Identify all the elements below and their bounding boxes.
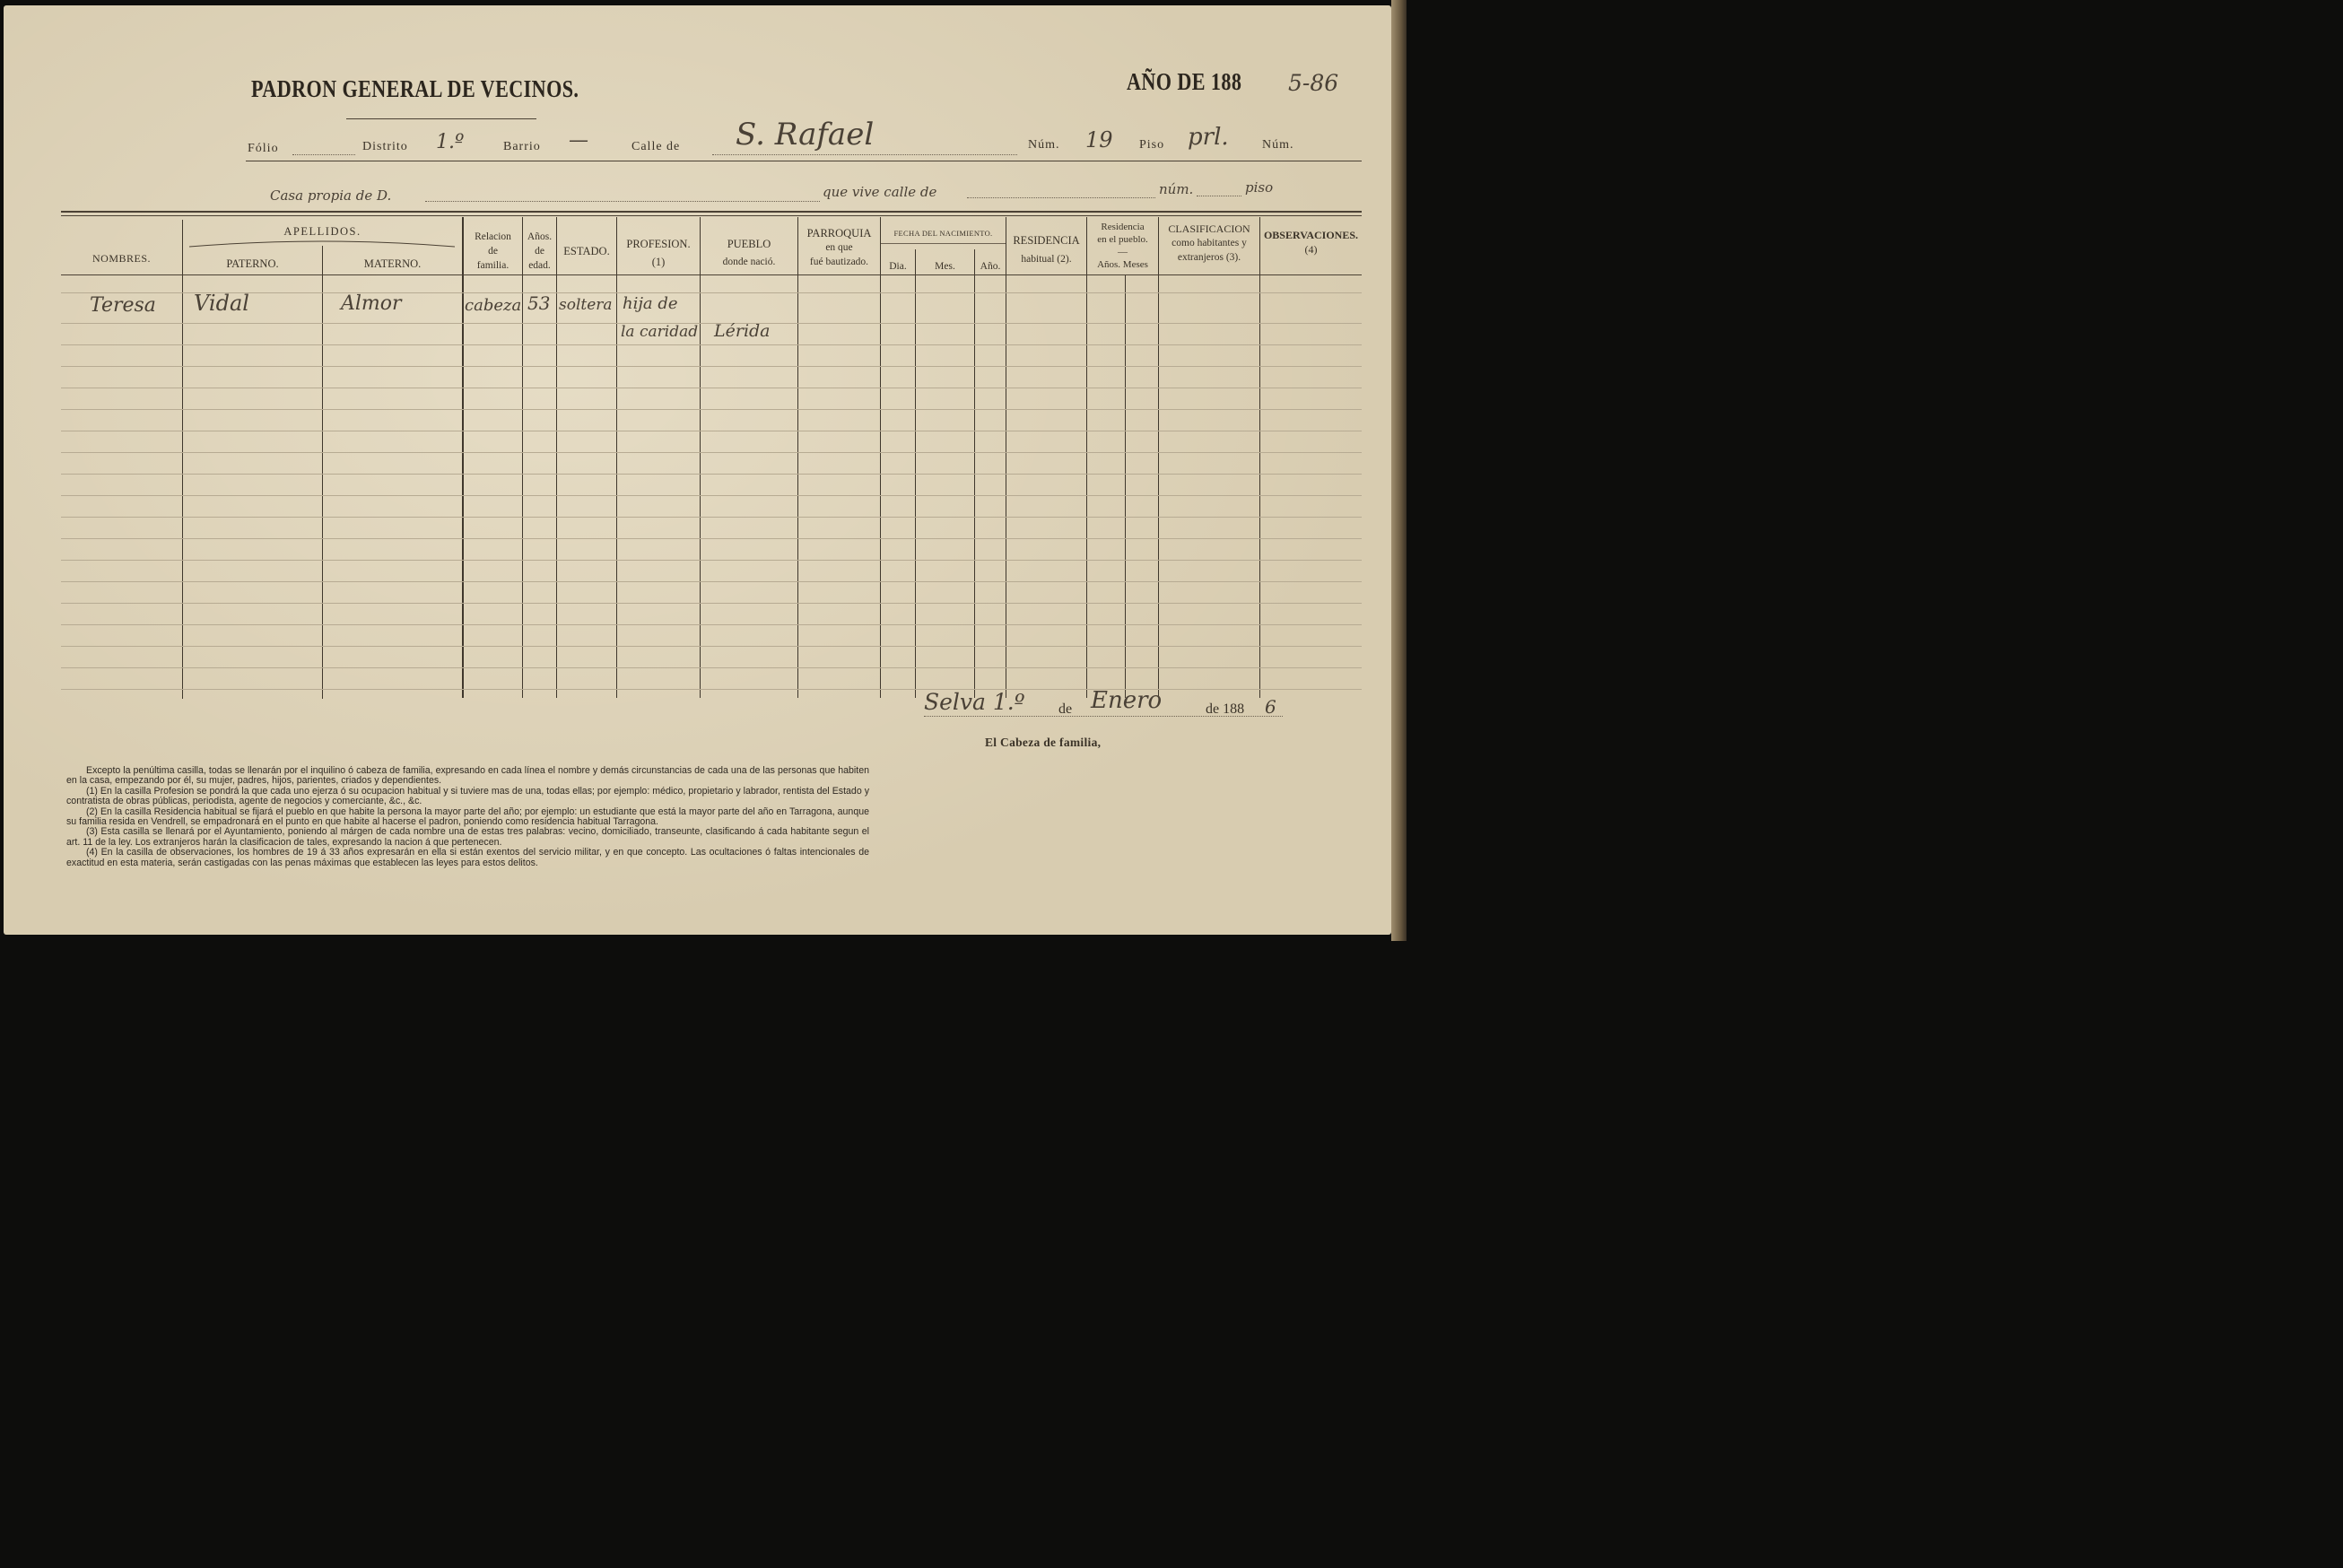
col-line xyxy=(797,217,798,698)
note-4: (4) En la casilla de observaciones, los hombres de 19 á 33 años expresarán en ella si están exentos del servicio militar, y en que concepto. Las ocultaciones ó faltas intencionales de exactitud en esta materia, serán castigadas con las penas máximas que establecen las leyes para estos delitos. xyxy=(66,847,869,868)
barrio-value: — xyxy=(569,129,588,152)
note-intro: Excepto la penúltima casilla, todas se llenarán por el inquilino ó cabeza de familia, expresando en cada línea el nombre y demás circunstancias de cada una de las personas que habiten en la casa, empezando por él, su mujer, padres, hijos, parientes, criados y dependientes. xyxy=(66,765,869,787)
row-rule xyxy=(61,560,1362,561)
apellidos-bracket xyxy=(187,238,457,248)
vive-dots xyxy=(967,197,1155,198)
table-top-rule-2 xyxy=(61,215,1362,216)
row-rule xyxy=(61,292,1362,293)
row-rule xyxy=(61,344,1362,345)
header-pueblo: PUEBLO donde nació. xyxy=(722,238,776,267)
col-line xyxy=(462,217,464,698)
year-label: AÑO DE 188 xyxy=(1127,68,1242,95)
row-rule xyxy=(61,624,1362,625)
row-rule xyxy=(61,581,1362,582)
row-rule xyxy=(61,689,1362,690)
header-parroquia: PARROQUIA en que fué bautizado. xyxy=(806,227,872,267)
sign-month: Enero xyxy=(1091,687,1163,714)
header-relacion: Relacion de familia. xyxy=(475,231,511,271)
row-rule xyxy=(61,495,1362,496)
row-paterno: Vidal xyxy=(194,291,249,316)
year-handwritten: 5-86 xyxy=(1288,70,1339,96)
vive-label: que vive calle de xyxy=(823,184,937,200)
piso2-label: piso xyxy=(1245,179,1274,196)
row-rule xyxy=(61,517,1362,518)
col-line xyxy=(616,217,617,698)
header-paterno: PATERNO. xyxy=(226,257,279,270)
distrito-label: Distrito xyxy=(362,140,408,153)
row-edad: 53 xyxy=(527,292,551,314)
row-rule xyxy=(61,452,1362,453)
cabeza-de-familia: El Cabeza de familia, xyxy=(985,736,1102,749)
header-nombres: NOMBRES. xyxy=(91,252,151,265)
header-residencia-pueblo: Residencia en el pueblo. — xyxy=(1097,222,1148,257)
row-estado: soltera xyxy=(559,296,613,314)
row-rule xyxy=(61,646,1362,647)
note-3: (3) Esta casilla se llenará por el Ayuntamiento, poniendo al márgen de cada nombre una de estas tres palabras: vecino, domiciliado, transeunte, clasificando á cada habitante segun el art. 11 de la ley. Los extranjeros harán la clasificacion de tales, expresando la nacion á que pertenecen. xyxy=(66,826,869,848)
distrito-value: 1.º xyxy=(436,131,465,153)
sign-place: Selva 1.º xyxy=(924,689,1025,715)
row-rule xyxy=(61,603,1362,604)
folio-dots xyxy=(292,154,355,155)
row-rule xyxy=(61,323,1362,324)
col-line xyxy=(522,217,523,698)
note-1: (1) En la casilla Profesion se pondrá la que cada uno ejerza ó su ocupacion habitual y si tuviere mas de una, todas ellas; por ejemplo: médico, propietario y labrador, rentista del Estado y contratista de obras públicas, periodista, agente de negocios y comerciante, &c., &c. xyxy=(66,785,869,807)
header-materno: MATERNO. xyxy=(363,257,422,270)
col-line xyxy=(1259,217,1260,698)
row-rule xyxy=(61,409,1362,410)
row-materno: Almor xyxy=(341,292,402,315)
folio-label: Fólio xyxy=(248,142,279,155)
row-profesion-line2: la caridad xyxy=(621,323,699,341)
col-line xyxy=(1158,217,1159,698)
piso-label: Piso xyxy=(1139,138,1165,152)
row-nombre: Teresa xyxy=(90,294,156,317)
header-estado: ESTADO. xyxy=(563,245,610,257)
header-clasificacion: CLASIFICACION como habitantes y extranjeros (3). xyxy=(1168,222,1250,263)
row-profesion-line1: hija de xyxy=(623,294,678,313)
num-label: Núm. xyxy=(1028,138,1060,152)
row-relacion: cabeza xyxy=(465,296,522,315)
table-top-rule xyxy=(61,211,1362,213)
note-2: (2) En la casilla Residencia habitual se fijará el pueblo en que habite la persona la mayor parte del año; por ejemplo: un estudiante que está la mayor parte del año en Tarragona, aunque su familia resida en Vendrell, se empadronará en el punto en que habite al hacerse el padron, poniendo como residencia habitual Tarragona. xyxy=(66,806,869,828)
header-anos: Años. de edad. xyxy=(527,231,553,271)
row-pueblo: Lérida xyxy=(714,321,771,341)
calle-dots xyxy=(712,154,1017,155)
book-spine xyxy=(1391,0,1407,941)
header-bottom-rule xyxy=(61,274,1362,275)
casa-label: Casa propia de D. xyxy=(270,187,392,204)
header-apellidos: APELLIDOS. xyxy=(283,225,361,238)
header-fecha-nacimiento: FECHA DEL NACIMIENTO. xyxy=(893,229,993,238)
fecha-divider xyxy=(881,243,1006,244)
num2-label: Núm. xyxy=(1262,138,1294,152)
row-rule xyxy=(61,538,1362,539)
sign-de1: de xyxy=(1058,701,1073,717)
sign-dots xyxy=(924,716,1283,717)
calle-value: S. Rafael xyxy=(736,117,875,152)
col-line xyxy=(322,246,323,699)
row-rule xyxy=(61,667,1362,668)
barrio-label: Barrio xyxy=(503,140,541,153)
calle-label: Calle de xyxy=(631,140,681,153)
instructions-notes xyxy=(66,766,869,868)
census-form-sheet xyxy=(4,5,1391,935)
header-dia: Dia. xyxy=(889,261,907,272)
row-rule xyxy=(61,474,1362,475)
piso-value: prl. xyxy=(1188,124,1229,151)
header-mes: Mes. xyxy=(935,261,955,272)
header-anos-meses: Años. Meses xyxy=(1097,259,1148,270)
header-observaciones: OBSERVACIONES. (4) xyxy=(1263,229,1359,256)
sign-de2: de 188 xyxy=(1206,701,1245,717)
col-line xyxy=(1086,217,1087,698)
casa-dots xyxy=(425,201,820,202)
form-title: PADRON GENERAL DE VECINOS. xyxy=(251,75,579,102)
header-residencia: RESIDENCIA habitual (2). xyxy=(1013,234,1080,265)
num3-label: núm. xyxy=(1159,181,1194,197)
sign-year-digit: 6 xyxy=(1265,696,1276,718)
col-line xyxy=(556,217,557,698)
col-line xyxy=(1125,274,1126,698)
header-ano: Año. xyxy=(980,261,1001,272)
header-profesion: PROFESION. (1) xyxy=(626,238,691,268)
row-rule xyxy=(61,366,1362,367)
num-value: 19 xyxy=(1085,127,1113,152)
col-line xyxy=(700,217,701,698)
col-line xyxy=(880,217,881,698)
title-underline xyxy=(346,118,536,119)
